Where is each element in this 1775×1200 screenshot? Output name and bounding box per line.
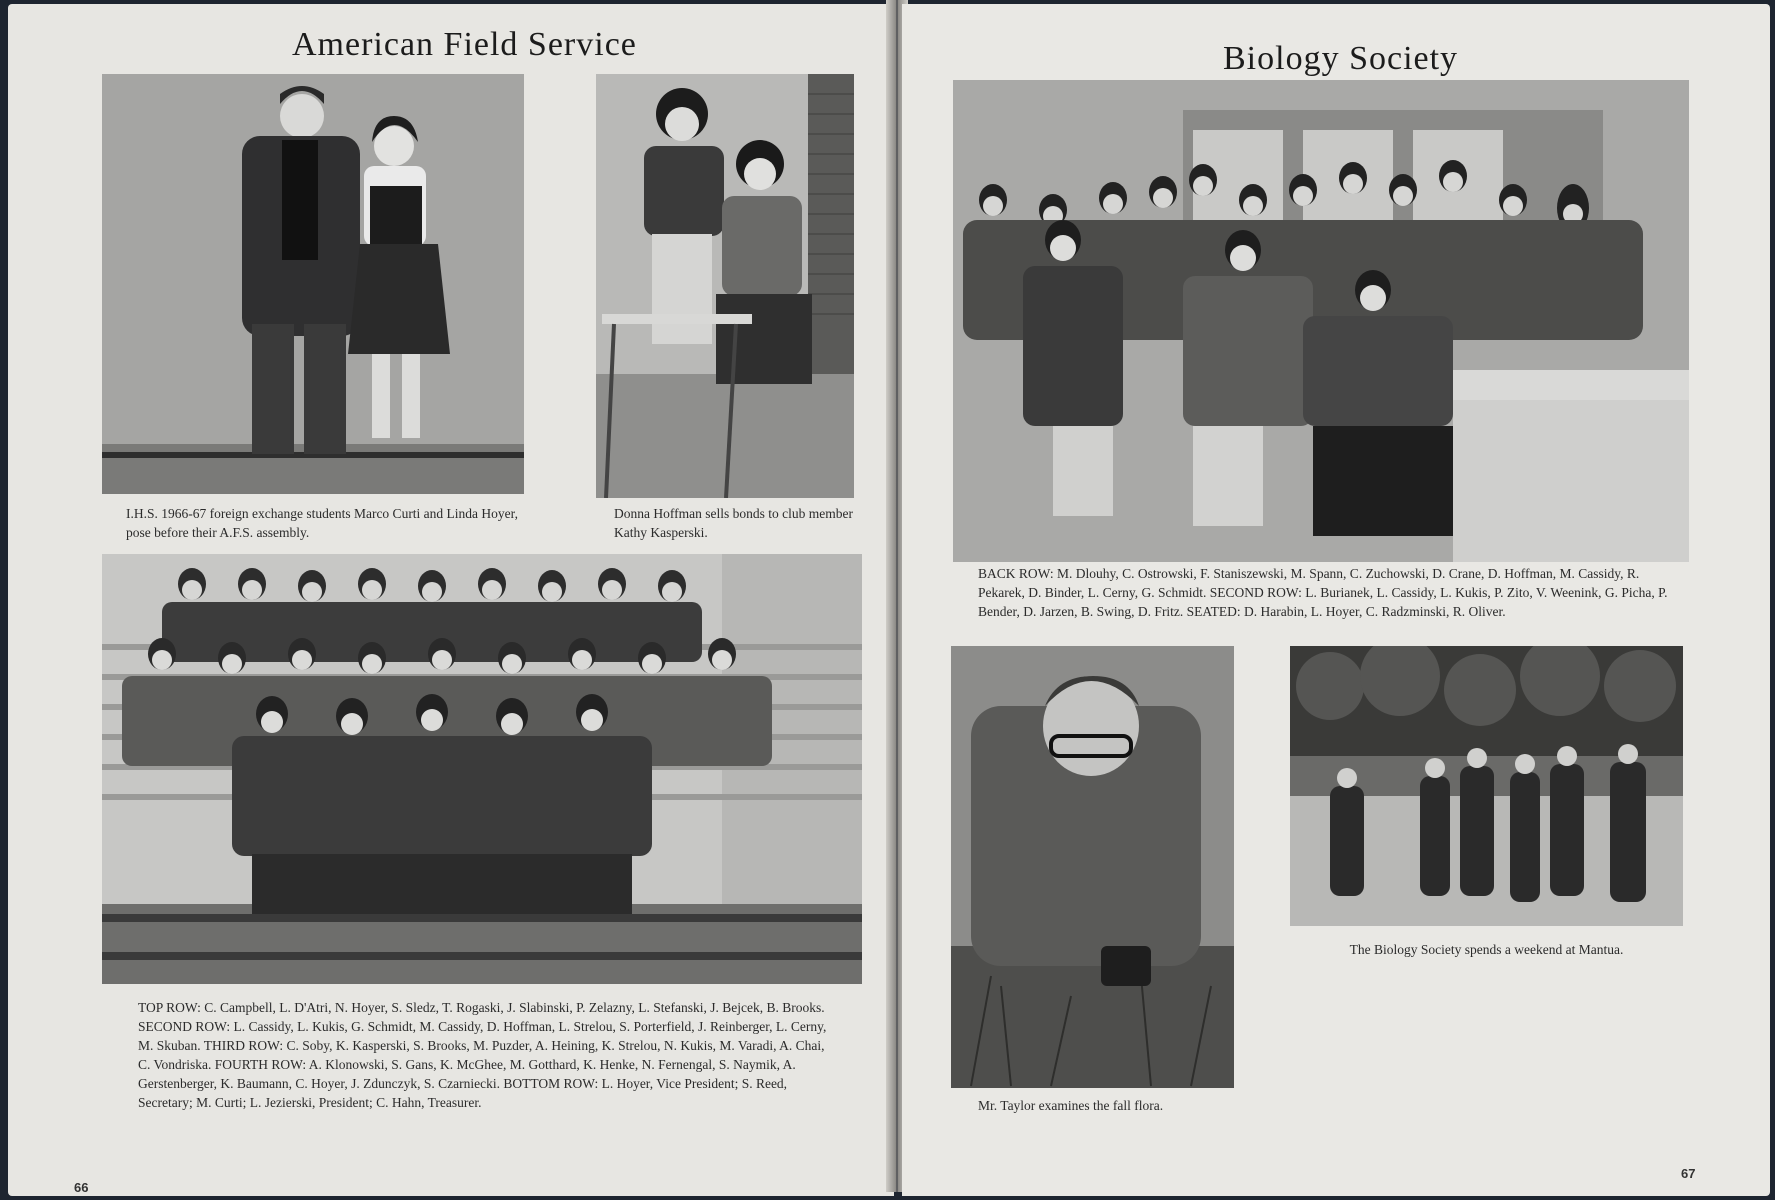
photo-exchange-students: [102, 74, 524, 494]
photo-biology-lab: [953, 80, 1689, 562]
caption-exchange-students: I.H.S. 1966-67 foreign exchange students Marco Curti and Linda Hoyer, pose before their A.F.S. assembly.: [126, 506, 518, 540]
right-page: [902, 4, 1770, 1196]
caption-afs-group: TOP ROW: C. Campbell, L. D'Atri, N. Hoyer, S. Sledz, T. Rogaski, J. Slabinski, P. Zelazny, L. Stefanski, J. Bejcek, B. Brooks. SECOND ROW: L. Cassidy, L. Kukis, G. Schmidt, M. Cassidy, D. Hoffman, L. Strelou, S. Porterfield, J. Reinberger, L. Cerny, M. Skuban. THIRD ROW: C. Soby, K. Kasperski, S. Brooks, M. Puzder, A. Heining, K. Strelou, N. Kukis, M. Varadi, A. Chai, C. Vondriska. FOURTH ROW: A. Klonowski, S. Gans, K. McGhee, M. Gotthard, K. Henke, N. Fernengal, S. Naymik, A. Gerstenberger, K. Baumann, C. Hoyer, J. Zdunczyk, S. Czarniecki. BOTTOM ROW: L. Hoyer, Vice President; S. Reed, Secretary; M. Curti; L. Jezierski, President; C. Hahn, Treasurer.: [138, 1000, 827, 1110]
caption-biology-lab: BACK ROW: M. Dlouhy, C. Ostrowski, F. Staniszewski, M. Spann, C. Zuchowski, D. Crane, D. Hoffman, M. Cassidy, R. Pekarek, D. Binder, L. Cerny, G. Schmidt. SECOND ROW: L. Burianek, L. Cassidy, L. Kukis, P. Zito, V. Weenink, G. Picha, P. Bender, D. Jarzen, B. Swing, D. Fritz. SEATED: D. Harabin, L. Hoyer, C. Radzminski, R. Oliver.: [978, 566, 1668, 619]
photo-afs-group: [102, 554, 862, 984]
page-number-right: 67: [1681, 1166, 1696, 1181]
caption-mantua-weekend: The Biology Society spends a weekend at Mantua.: [1349, 942, 1624, 957]
page-title-afs: American Field Service: [292, 26, 637, 63]
photo-mantua-weekend: [1290, 646, 1683, 926]
left-page: [8, 4, 894, 1196]
caption-mr-taylor: Mr. Taylor examines the fall flora.: [978, 1098, 1164, 1113]
photo-mr-taylor: [951, 646, 1234, 1088]
page-title-biology: Biology Society: [1223, 40, 1459, 77]
photo-donna-hoffman: [596, 74, 854, 498]
caption-donna-hoffman: Donna Hoffman sells bonds to club member Kathy Kasperski.: [614, 506, 853, 540]
page-number-left: 66: [74, 1180, 89, 1195]
